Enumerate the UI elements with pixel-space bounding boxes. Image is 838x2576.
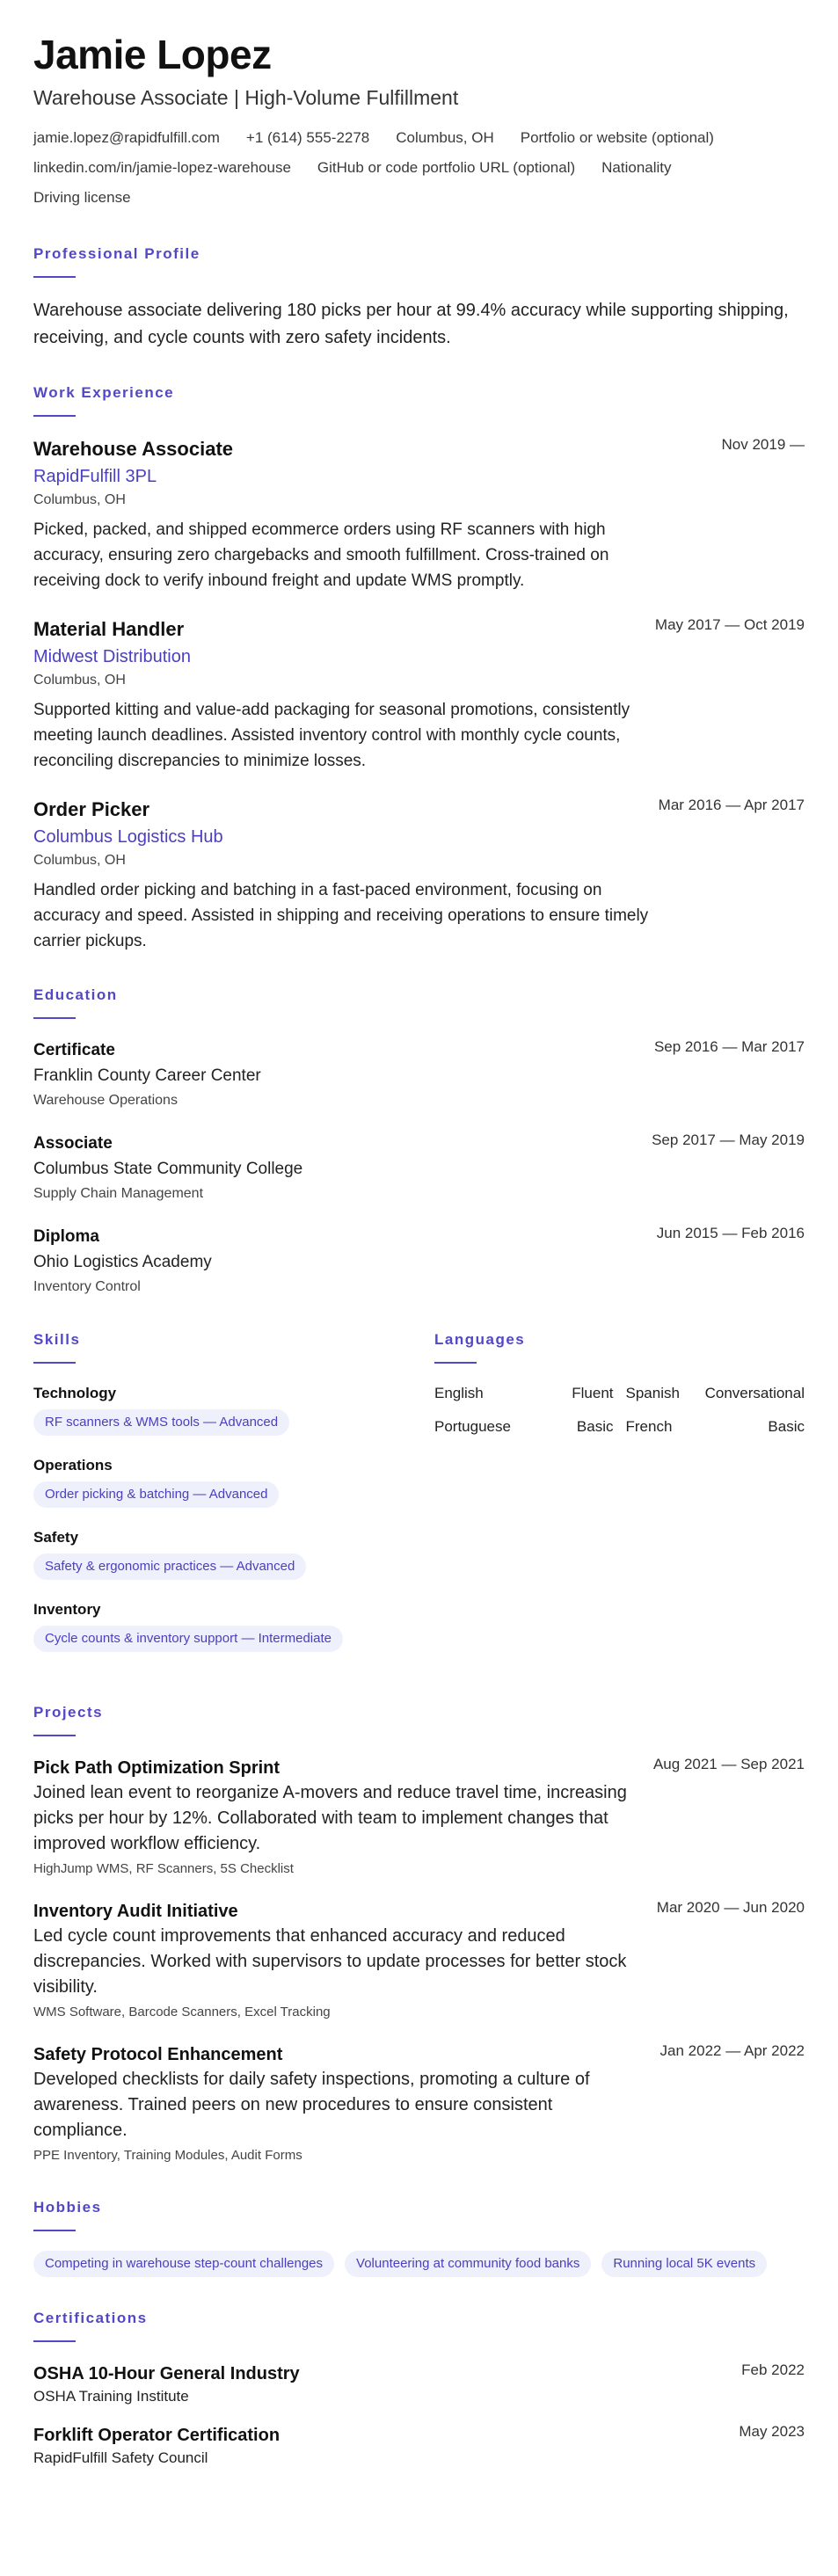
job-dates: Mar 2016 — Apr 2017	[658, 797, 805, 813]
section-title: Skills	[33, 1331, 81, 1348]
project-dates: Mar 2020 — Jun 2020	[656, 1899, 805, 1916]
project-entry	[33, 2042, 805, 2166]
job-dates: Nov 2019 —	[721, 436, 805, 453]
certification-date: Feb 2022	[741, 2361, 805, 2378]
languages-section	[434, 1330, 805, 1671]
job-company: RapidFulfill 3PL	[33, 467, 157, 486]
language-level: Conversational	[704, 1385, 805, 1401]
project-title: Safety Protocol Enhancement	[33, 2045, 283, 2064]
skill-category: Inventory	[33, 1601, 101, 1618]
language-name: English	[434, 1385, 484, 1401]
certification-entry	[33, 2423, 805, 2469]
section-title: Projects	[33, 1704, 104, 1721]
skill-group	[33, 1599, 434, 1671]
language-item	[626, 1416, 805, 1437]
job-title: Order Picker	[33, 798, 150, 820]
project-entry	[33, 1899, 805, 2023]
project-tech: WMS Software, Barcode Scanners, Excel Tracking	[33, 2005, 331, 2019]
contact-email[interactable]: jamie.lopez@rapidfulfill.com	[33, 129, 220, 146]
section-divider	[33, 415, 76, 417]
skill-tag: Safety & ergonomic practices — Advanced	[33, 1554, 306, 1580]
hobbies-section	[33, 2198, 805, 2277]
language-name: Spanish	[625, 1385, 680, 1401]
job-location: Columbus, OH	[33, 853, 126, 868]
hobby-tag: Running local 5K events	[601, 2251, 767, 2277]
certification-date: May 2023	[739, 2423, 805, 2440]
contact-phone[interactable]: +1 (614) 555-2278	[245, 129, 370, 146]
language-item	[626, 1383, 805, 1404]
job-title: Material Handler	[33, 618, 185, 640]
contact-location: Columbus, OH	[396, 129, 494, 146]
section-divider	[33, 1362, 76, 1364]
experience-section	[33, 383, 805, 954]
education-field: Inventory Control	[33, 1279, 141, 1294]
contact-website[interactable]: Portfolio or website (optional)	[520, 129, 714, 146]
language-name: Portuguese	[434, 1418, 511, 1435]
section-title: Hobbies	[33, 2199, 102, 2216]
project-dates: Aug 2021 — Sep 2021	[652, 1756, 805, 1772]
certification-name: Forklift Operator Certification	[33, 2426, 281, 2445]
job-dates: May 2017 — Oct 2019	[654, 616, 805, 633]
project-description: Led cycle count improvements that enhanced accuracy and reduced discrepancies. Worked with supervisors to update processes for better stock visibility.	[33, 1926, 627, 1997]
education-school: Ohio Logistics Academy	[33, 1253, 212, 1271]
education-entry	[33, 1132, 805, 1205]
education-degree: Associate	[33, 1134, 113, 1153]
education-field: Supply Chain Management	[33, 1186, 204, 1201]
certification-issuer: OSHA Training Institute	[33, 2388, 189, 2405]
contact-nationality: Nationality	[601, 159, 672, 176]
contact-github[interactable]: GitHub or code portfolio URL (optional)	[317, 159, 576, 176]
project-title: Inventory Audit Initiative	[33, 1902, 238, 1921]
job-location: Columbus, OH	[33, 673, 126, 688]
section-title: Certifications	[33, 2310, 148, 2326]
job-company: Midwest Distribution	[33, 647, 191, 666]
section-divider	[33, 2230, 76, 2231]
education-entry	[33, 1038, 805, 1112]
language-level: Basic	[768, 1418, 805, 1435]
section-divider	[33, 276, 76, 278]
projects-section	[33, 1703, 805, 2166]
certification-entry	[33, 2361, 805, 2407]
section-title: Work Experience	[33, 384, 175, 401]
project-entry	[33, 1756, 805, 1880]
contact-linkedin[interactable]: linkedin.com/in/jamie-lopez-warehouse	[33, 159, 291, 176]
skills-languages-row	[33, 1330, 805, 1671]
language-list	[434, 1383, 805, 1437]
skills-section	[33, 1330, 434, 1671]
hobby-list	[33, 2251, 805, 2277]
hobby-tag: Volunteering at community food banks	[345, 2251, 591, 2277]
job-description: Picked, packed, and shipped ecommerce orders using RF scanners with high accuracy, ensuring zero chargebacks and smooth fulfillment. Cross-trained on receiving dock to verify inbound freight and update WMS promptly.	[33, 520, 609, 590]
candidate-headline: Warehouse Associate | High-Volume Fulfillment	[33, 86, 459, 109]
skill-group	[33, 1455, 434, 1527]
job-location: Columbus, OH	[33, 492, 126, 507]
project-tech: PPE Inventory, Training Modules, Audit Forms	[33, 2148, 302, 2163]
certifications-section	[33, 2309, 805, 2469]
skill-group	[33, 1383, 434, 1455]
skill-category: Operations	[33, 1457, 113, 1474]
project-description: Joined lean event to reorganize A-movers and reduce travel time, increasing picks per hour by 12%. Collaborated with team to implement changes that improved workflow efficiency.	[33, 1783, 627, 1853]
experience-entry	[33, 616, 805, 774]
section-divider	[434, 1362, 477, 1364]
section-title: Education	[33, 986, 118, 1003]
language-item	[434, 1416, 614, 1437]
certification-issuer: RapidFulfill Safety Council	[33, 2449, 208, 2466]
skill-category: Safety	[33, 1529, 79, 1546]
section-title: Languages	[434, 1331, 526, 1348]
education-school: Columbus State Community College	[33, 1160, 303, 1178]
education-dates: Jun 2015 — Feb 2016	[656, 1225, 805, 1241]
profile-summary: Warehouse associate delivering 180 picks per hour at 99.4% accuracy while supporting shipping, receiving, and cycle counts with zero safety incidents.	[33, 301, 789, 347]
experience-entry	[33, 436, 805, 593]
education-entry	[33, 1225, 805, 1299]
education-field: Warehouse Operations	[33, 1093, 178, 1108]
section-divider	[33, 1735, 76, 1736]
job-company: Columbus Logistics Hub	[33, 827, 223, 847]
section-divider	[33, 2340, 76, 2342]
profile-section	[33, 244, 805, 352]
language-level: Fluent	[572, 1385, 614, 1401]
language-name: French	[625, 1418, 673, 1435]
candidate-name: Jamie Lopez	[33, 32, 272, 77]
skill-tag: RF scanners & WMS tools — Advanced	[33, 1409, 289, 1436]
hobby-tag: Competing in warehouse step-count challenges	[33, 2251, 334, 2277]
education-degree: Diploma	[33, 1227, 99, 1246]
contact-list	[33, 123, 805, 213]
language-level: Basic	[576, 1418, 614, 1435]
skill-tag: Cycle counts & inventory support — Intermediate	[33, 1626, 343, 1652]
education-section	[33, 986, 805, 1299]
skill-group	[33, 1527, 434, 1599]
job-description: Supported kitting and value-add packaging for seasonal promotions, consistently meeting launch deadlines. Assisted inventory control with monthly cycle counts, reconciling discrepancies to minimize losses.	[33, 701, 630, 770]
project-tech: HighJump WMS, RF Scanners, 5S Checklist	[33, 1861, 294, 1876]
language-item	[434, 1383, 614, 1404]
section-title: Professional Profile	[33, 245, 200, 262]
contact-driving-license: Driving license	[33, 189, 131, 206]
education-dates: Sep 2017 — May 2019	[652, 1132, 805, 1148]
job-title: Warehouse Associate	[33, 438, 234, 460]
skill-tag: Order picking & batching — Advanced	[33, 1481, 279, 1508]
resume-header	[33, 32, 805, 213]
job-description: Handled order picking and batching in a fast-paced environment, focusing on accuracy and speed. Assisted in shipping and receiving operations to ensure timely carrier pickups.	[33, 881, 649, 950]
certification-name: OSHA 10-Hour General Industry	[33, 2364, 300, 2383]
skill-category: Technology	[33, 1385, 117, 1401]
section-divider	[33, 1017, 76, 1019]
education-dates: Sep 2016 — Mar 2017	[653, 1038, 805, 1055]
project-title: Pick Path Optimization Sprint	[33, 1758, 281, 1778]
project-description: Developed checklists for daily safety inspections, promoting a culture of awareness. Trained peers on new procedures to ensure consistent compliance.	[33, 2070, 590, 2140]
experience-entry	[33, 797, 805, 954]
education-degree: Certificate	[33, 1041, 115, 1059]
project-dates: Jan 2022 — Apr 2022	[659, 2042, 805, 2059]
education-school: Franklin County Career Center	[33, 1066, 261, 1085]
